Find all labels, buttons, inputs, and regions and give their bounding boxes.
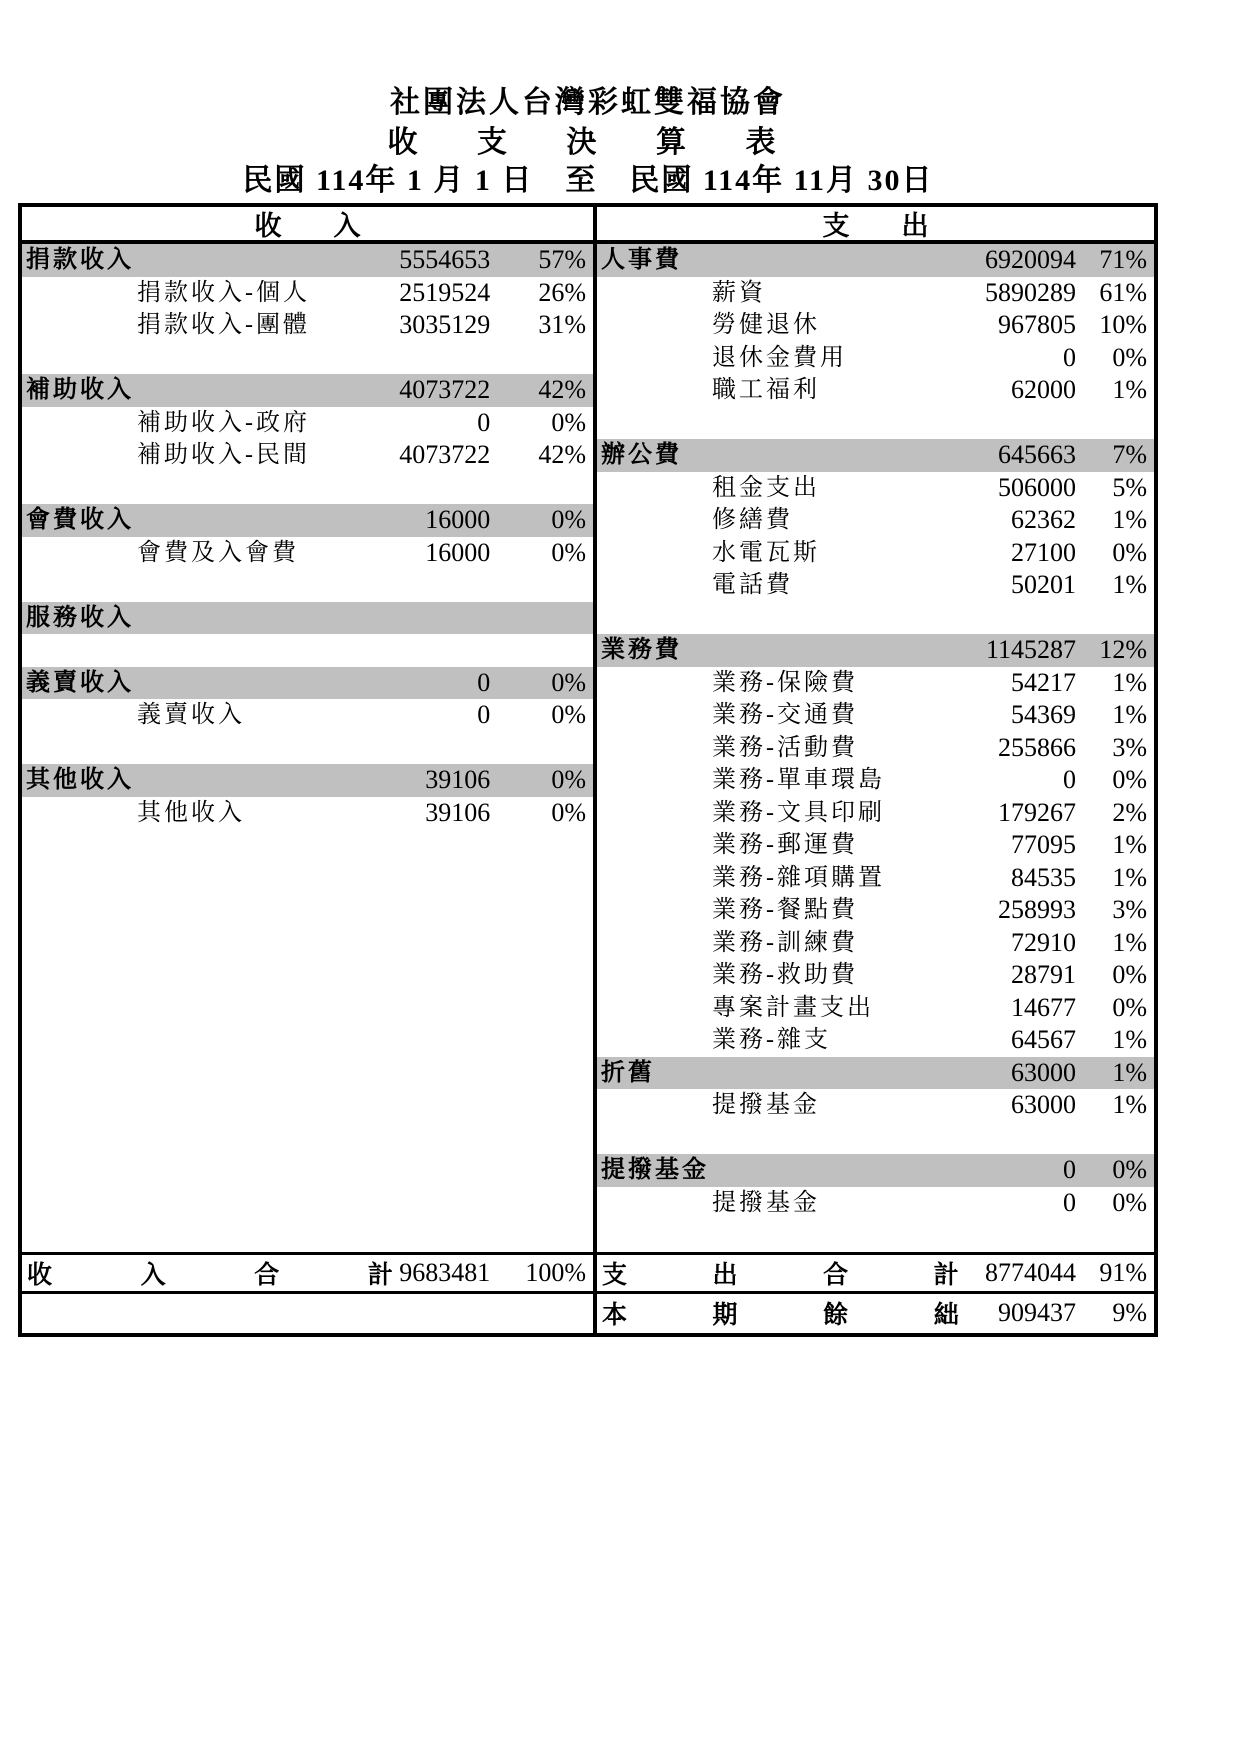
row-percent: 0% <box>551 537 586 567</box>
row-amount: 2519524 <box>399 277 491 307</box>
row-percent: 1% <box>1112 570 1147 599</box>
section-row <box>22 764 593 797</box>
row-amount: 0 <box>1063 1155 1076 1184</box>
row-amount: 5890289 <box>985 277 1076 307</box>
row-label: 義賣收入 <box>137 702 245 728</box>
item-row <box>597 894 1154 927</box>
row-label: 業務-文具印刷 <box>712 799 885 826</box>
row-label: 退休金費用 <box>712 344 847 371</box>
row-label: 捐款收入-個人 <box>137 279 310 306</box>
expense-total-row <box>597 1252 1154 1291</box>
row-percent: 0% <box>551 797 586 827</box>
expense-header-char: 出 <box>901 211 929 241</box>
balance-percent: 9% <box>1112 1298 1147 1327</box>
blank-row <box>597 1219 1154 1252</box>
row-amount: 967805 <box>998 310 1076 339</box>
row-amount: 84535 <box>1011 862 1076 892</box>
row-percent: 0% <box>1112 1187 1147 1217</box>
row-percent: 0% <box>551 700 586 729</box>
row-percent: 0% <box>551 765 586 794</box>
row-percent: 0% <box>1112 765 1147 794</box>
row-amount: 63000 <box>1011 1057 1076 1087</box>
item-row <box>22 537 593 570</box>
expense-total-label-char: 支 <box>602 1261 628 1289</box>
row-label: 補助收入-民間 <box>137 442 310 468</box>
row-amount: 54369 <box>1011 700 1076 729</box>
row-percent: 0% <box>1112 537 1147 567</box>
income-total-label-char: 入 <box>140 1261 166 1289</box>
section-row <box>597 1154 1154 1187</box>
item-row <box>597 277 1154 310</box>
item-row <box>597 1089 1154 1122</box>
row-percent: 42% <box>538 375 586 404</box>
blank-row <box>597 407 1154 440</box>
row-label: 電話費 <box>712 572 793 598</box>
row-amount: 39106 <box>425 797 491 827</box>
row-amount: 3035129 <box>399 310 491 339</box>
section-row <box>597 244 1154 277</box>
row-percent: 12% <box>1099 635 1147 664</box>
row-label: 提撥基金 <box>712 1092 820 1118</box>
row-percent: 42% <box>538 440 586 469</box>
blank-row <box>22 992 593 1025</box>
row-percent: 0% <box>1112 960 1147 989</box>
row-amount: 0 <box>1063 342 1076 372</box>
row-amount: 506000 <box>998 472 1076 502</box>
item-row <box>597 927 1154 960</box>
row-amount: 54217 <box>1011 667 1076 697</box>
row-label: 提撥基金 <box>712 1189 820 1216</box>
blank-row <box>22 1024 593 1057</box>
expense-total-label-char: 計 <box>933 1261 959 1289</box>
blank-row <box>22 1057 593 1090</box>
row-amount: 6920094 <box>985 245 1076 274</box>
row-label: 其他收入 <box>26 767 134 793</box>
section-row <box>22 374 593 407</box>
row-label: 薪資 <box>712 279 766 306</box>
item-row <box>597 862 1154 895</box>
row-percent: 31% <box>538 310 586 339</box>
row-percent: 1% <box>1112 667 1147 697</box>
income-column <box>22 207 597 1333</box>
row-percent: 0% <box>1112 342 1147 372</box>
item-row <box>597 342 1154 375</box>
blank-row <box>22 342 593 375</box>
item-row <box>597 569 1154 602</box>
organization-title: 社團法人台灣彩虹雙福協會 <box>390 86 786 119</box>
blank-row <box>22 959 593 992</box>
row-amount: 5554653 <box>399 245 491 274</box>
row-amount: 4073722 <box>399 440 491 469</box>
row-label: 提撥基金 <box>601 1157 709 1183</box>
row-amount: 16000 <box>425 537 491 567</box>
row-label: 業務-雜項購置 <box>712 864 885 891</box>
blank-row <box>22 1122 593 1155</box>
expense-total-label-char: 出 <box>712 1261 738 1289</box>
income-header-char: 入 <box>333 211 361 241</box>
item-row <box>597 472 1154 505</box>
income-total-label-char: 合 <box>254 1261 280 1289</box>
row-label: 捐款收入 <box>26 247 134 273</box>
income-rows <box>22 244 593 1252</box>
row-percent: 1% <box>1112 1090 1147 1119</box>
row-percent: 26% <box>538 277 586 307</box>
report-period: 民國 114年 1 月 1 日 至 民國 114年 11月 30日 <box>242 164 934 197</box>
section-row <box>22 602 593 635</box>
income-bottom-blank-row <box>22 1291 593 1333</box>
income-total-label-char: 收 <box>27 1261 53 1289</box>
balance-label-char: 期 <box>712 1302 738 1329</box>
row-percent: 3% <box>1112 895 1147 924</box>
section-row <box>597 1057 1154 1090</box>
section-row <box>22 667 593 700</box>
row-amount: 645663 <box>998 440 1076 469</box>
income-total-row <box>22 1252 593 1291</box>
blank-row <box>22 1089 593 1122</box>
item-row <box>597 732 1154 765</box>
row-percent: 3% <box>1112 732 1147 762</box>
row-amount: 4073722 <box>399 375 491 404</box>
blank-row <box>22 862 593 895</box>
blank-row <box>22 634 593 667</box>
item-row <box>597 699 1154 732</box>
row-percent: 10% <box>1099 310 1147 339</box>
row-label: 業務-單車環島 <box>712 767 885 793</box>
item-row <box>597 374 1154 407</box>
balance-label <box>597 1295 965 1331</box>
row-percent: 0% <box>551 407 586 437</box>
income-total-label-char: 計 <box>367 1261 393 1289</box>
item-row <box>597 992 1154 1025</box>
item-row <box>597 309 1154 342</box>
row-label: 服務收入 <box>26 604 134 631</box>
section-row <box>22 504 593 537</box>
expense-column-header <box>597 207 1154 244</box>
row-amount: 0 <box>477 407 491 437</box>
blank-row <box>22 829 593 862</box>
row-amount: 0 <box>1063 765 1076 794</box>
blank-row <box>22 472 593 505</box>
row-label: 補助收入 <box>26 377 134 403</box>
row-percent: 0% <box>551 505 586 534</box>
item-row <box>597 797 1154 830</box>
row-label: 業務-保險費 <box>712 669 858 696</box>
item-row <box>22 439 593 472</box>
row-percent: 1% <box>1112 927 1147 957</box>
row-percent: 7% <box>1112 440 1147 469</box>
row-label: 業務-訓練費 <box>712 929 858 956</box>
item-row <box>22 699 593 732</box>
row-amount: 0 <box>477 700 491 729</box>
blank-row <box>597 602 1154 635</box>
row-label: 水電瓦斯 <box>712 539 820 566</box>
blank-row <box>22 732 593 765</box>
row-amount: 14677 <box>1011 992 1076 1022</box>
row-label: 折舊 <box>601 1059 655 1086</box>
row-label: 專案計畫支出 <box>712 994 874 1021</box>
row-percent: 1% <box>1112 862 1147 892</box>
balance-label-char: 本 <box>602 1302 628 1329</box>
row-percent: 5% <box>1112 472 1147 502</box>
item-row <box>597 537 1154 570</box>
row-percent: 0% <box>551 667 586 697</box>
income-header-char: 收 <box>254 211 282 241</box>
row-amount: 28791 <box>1011 960 1076 989</box>
row-label: 會費及入會費 <box>137 539 299 566</box>
item-row <box>22 277 593 310</box>
row-amount: 50201 <box>1011 570 1076 599</box>
income-total-percent: 100% <box>525 1257 586 1287</box>
row-amount: 62362 <box>1011 505 1076 534</box>
row-label: 業務費 <box>601 637 682 663</box>
row-amount: 0 <box>477 667 491 697</box>
expense-header-char: 支 <box>822 211 850 241</box>
row-amount: 39106 <box>425 765 491 794</box>
blank-row <box>22 927 593 960</box>
item-row <box>597 764 1154 797</box>
expense-total-percent: 91% <box>1099 1257 1147 1287</box>
row-label: 人事費 <box>601 247 682 273</box>
row-label: 勞健退休 <box>712 312 820 338</box>
document-header <box>18 0 1158 198</box>
row-percent: 1% <box>1112 505 1147 534</box>
item-row <box>22 407 593 440</box>
income-total-label <box>22 1255 399 1291</box>
blank-row <box>22 894 593 927</box>
income-column-header <box>22 207 593 244</box>
item-row <box>597 959 1154 992</box>
row-percent: 0% <box>1112 1155 1147 1184</box>
blank-row <box>22 569 593 602</box>
row-amount: 72910 <box>1011 927 1076 957</box>
row-amount: 63000 <box>1011 1090 1076 1119</box>
row-label: 義賣收入 <box>26 669 134 696</box>
row-label: 業務-郵運費 <box>712 832 858 858</box>
row-amount: 77095 <box>1011 830 1076 859</box>
item-row <box>22 309 593 342</box>
row-label: 修繕費 <box>712 507 793 533</box>
row-label: 業務-雜支 <box>712 1027 831 1053</box>
row-amount: 258993 <box>998 895 1076 924</box>
balance-amount: 909437 <box>998 1298 1076 1327</box>
row-label: 其他收入 <box>137 799 245 826</box>
statement-table <box>18 203 1158 1337</box>
row-label: 會費收入 <box>26 507 134 533</box>
report-title: 收 支 決 算 表 <box>387 126 802 159</box>
balance-label-char: 絀 <box>933 1302 959 1329</box>
row-percent: 1% <box>1112 700 1147 729</box>
item-row <box>597 667 1154 700</box>
row-percent: 0% <box>1112 992 1147 1022</box>
row-label: 捐款收入-團體 <box>137 312 310 338</box>
row-percent: 1% <box>1112 375 1147 404</box>
row-label: 職工福利 <box>712 377 820 403</box>
row-amount: 255866 <box>998 732 1076 762</box>
row-amount: 0 <box>1063 1187 1076 1217</box>
row-amount: 62000 <box>1011 375 1076 404</box>
row-amount: 16000 <box>425 505 491 534</box>
row-percent: 71% <box>1099 245 1147 274</box>
row-label: 辦公費 <box>601 442 682 468</box>
section-row <box>597 634 1154 667</box>
balance-row <box>597 1291 1154 1333</box>
row-label: 業務-救助費 <box>712 962 858 988</box>
row-percent: 1% <box>1112 830 1147 859</box>
row-amount: 1145287 <box>985 635 1076 664</box>
row-amount: 64567 <box>1011 1025 1076 1054</box>
item-row <box>597 1024 1154 1057</box>
row-percent: 1% <box>1112 1057 1147 1087</box>
blank-row <box>22 1219 593 1252</box>
expense-total-amount: 8774044 <box>985 1257 1076 1287</box>
row-label: 業務-交通費 <box>712 702 858 728</box>
blank-row <box>22 1154 593 1187</box>
blank-row <box>597 1122 1154 1155</box>
row-amount: 179267 <box>998 797 1076 827</box>
section-row <box>22 244 593 277</box>
blank-row <box>22 1187 593 1220</box>
balance-label-char: 餘 <box>823 1302 849 1329</box>
item-row <box>597 1187 1154 1220</box>
expense-total-label-char: 合 <box>823 1261 849 1289</box>
expense-total-label <box>597 1255 965 1291</box>
row-percent: 61% <box>1099 277 1147 307</box>
item-row <box>597 829 1154 862</box>
row-label: 業務-餐點費 <box>712 897 858 923</box>
row-percent: 1% <box>1112 1025 1147 1054</box>
expense-rows <box>597 244 1154 1252</box>
row-label: 租金支出 <box>712 474 820 501</box>
row-label: 業務-活動費 <box>712 734 858 761</box>
expense-column <box>597 207 1154 1333</box>
row-amount: 27100 <box>1011 537 1076 567</box>
row-percent: 57% <box>538 245 586 274</box>
row-percent: 2% <box>1112 797 1147 827</box>
row-label: 補助收入-政府 <box>137 409 310 436</box>
item-row <box>597 504 1154 537</box>
section-row <box>597 439 1154 472</box>
income-total-amount: 9683481 <box>399 1257 491 1287</box>
item-row <box>22 797 593 830</box>
